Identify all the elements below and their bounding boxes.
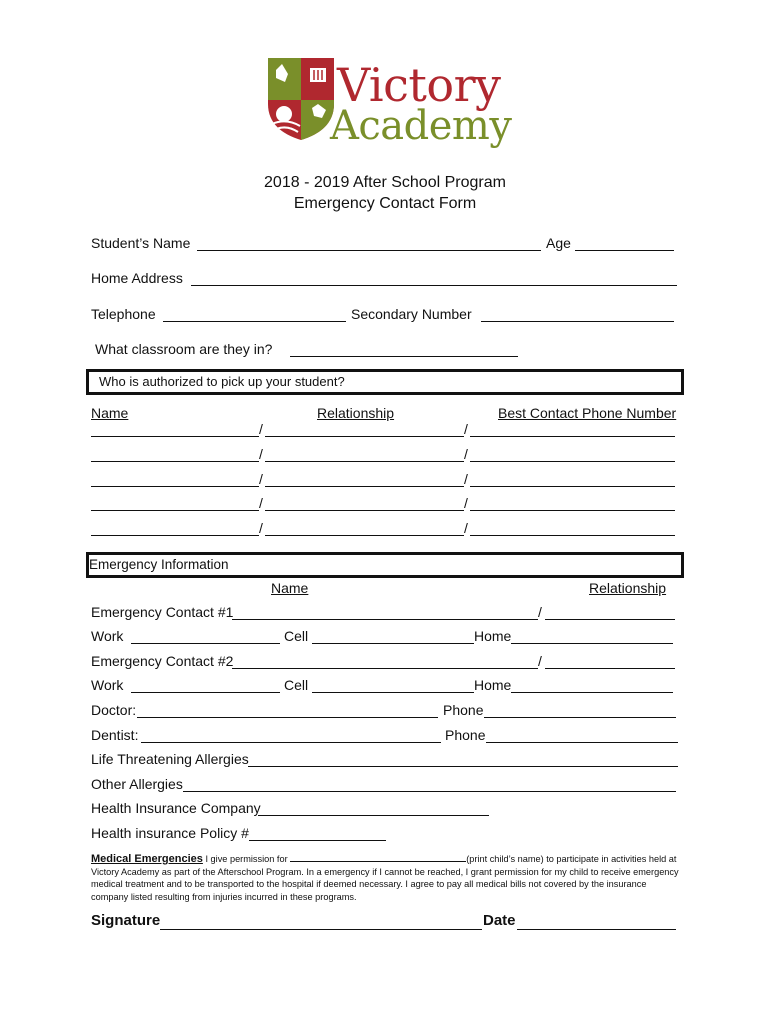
student-name-field[interactable] — [197, 250, 541, 251]
contact1-work-label: Work — [91, 628, 124, 644]
contact1-cell-label: Cell — [284, 628, 309, 644]
pickup-separator: / — [464, 471, 468, 487]
contact1-work-field[interactable] — [131, 643, 280, 644]
child-name-field[interactable] — [290, 852, 466, 862]
pickup-separator: / — [259, 446, 263, 462]
pickup-phone-field[interactable] — [470, 461, 675, 462]
life-allergies-field[interactable] — [248, 766, 678, 767]
emergency-section-header — [86, 552, 684, 578]
pickup-phone-field[interactable] — [470, 510, 675, 511]
doctor-phone-label: Phone — [443, 702, 484, 718]
contact2-work-label: Work — [91, 677, 124, 693]
contact1-cell-field[interactable] — [312, 643, 474, 644]
dentist-phone-field[interactable] — [486, 742, 678, 743]
pickup-col-phone: Best Contact Phone Number — [498, 405, 677, 421]
emergency-section-title: Emergency Information — [89, 557, 229, 572]
life-allergies-label: Life Threatening Allergies — [91, 751, 249, 767]
emergency-contact1-relationship-field[interactable] — [545, 619, 675, 620]
other-allergies-field[interactable] — [183, 791, 676, 792]
logo-word-victory: Victory — [337, 58, 501, 112]
contact1-home-label: Home — [474, 628, 512, 644]
pickup-relationship-field[interactable] — [265, 535, 464, 536]
form-subtitle: Emergency Contact Form — [293, 195, 477, 212]
emergency-contact2-relationship-field[interactable] — [545, 668, 675, 669]
pickup-col-relationship: Relationship — [317, 405, 395, 421]
dentist-field[interactable] — [141, 742, 441, 743]
emergency-contact1-separator: / — [538, 604, 542, 620]
insurance-policy-label: Health insurance Policy # — [91, 825, 249, 841]
pickup-relationship-field[interactable] — [265, 436, 464, 437]
pickup-separator: / — [259, 421, 263, 437]
telephone-field[interactable] — [163, 321, 346, 322]
medical-consent-paragraph — [91, 852, 681, 903]
student-name-label: Student’s Name — [91, 235, 191, 251]
doctor-field[interactable] — [137, 717, 438, 718]
contact2-home-label: Home — [474, 677, 512, 693]
home-address-field[interactable] — [191, 285, 677, 286]
pickup-phone-field[interactable] — [470, 436, 675, 437]
form-title: 2018 - 2019 After School Program — [264, 174, 506, 191]
pickup-section-title: Who is authorized to pick up your student? — [99, 374, 345, 389]
dentist-label: Dentist: — [91, 727, 139, 743]
pickup-phone-field[interactable] — [470, 535, 675, 536]
emergency-contact1-name-field[interactable] — [232, 619, 538, 620]
telephone-label: Telephone — [91, 306, 156, 322]
insurance-company-label: Health Insurance Company — [91, 800, 261, 816]
contact2-work-field[interactable] — [131, 692, 280, 693]
consent-text-body: (print child’s name) to participate in activities held at Victory Academy as part of the Afterschool Program. In a emergency if I cannot be reached, I grant permission for my child to receive emergency medical treatment and to be transported to the hospital if deemed necessary. I agree to pay all medical bills not covered by the insurance company listed resulting from injuries incurred in these programs. — [91, 854, 679, 902]
consent-heading: Medical Emergencies — [91, 853, 203, 865]
contact1-home-field[interactable] — [511, 643, 673, 644]
home-address-label: Home Address — [91, 270, 183, 286]
doctor-phone-field[interactable] — [484, 717, 676, 718]
pickup-separator: / — [464, 495, 468, 511]
pickup-col-name: Name — [91, 405, 129, 421]
pickup-separator: / — [464, 421, 468, 437]
insurance-policy-field[interactable] — [249, 840, 386, 841]
secondary-number-field[interactable] — [481, 321, 674, 322]
contact2-cell-label: Cell — [284, 677, 309, 693]
classroom-label: What classroom are they in? — [95, 341, 273, 357]
signature-label: Signature — [91, 912, 161, 929]
signature-field[interactable] — [160, 929, 482, 930]
pickup-name-field[interactable] — [91, 535, 259, 536]
pickup-separator: / — [259, 520, 263, 536]
secondary-number-label: Secondary Number — [351, 306, 472, 322]
pickup-name-field[interactable] — [91, 486, 259, 487]
emergency-col-relationship: Relationship — [589, 580, 667, 596]
emergency-contact2-label: Emergency Contact #2 — [91, 653, 234, 669]
pickup-section-header — [86, 369, 684, 395]
emergency-contact2-separator: / — [538, 653, 542, 669]
emergency-contact1-label: Emergency Contact #1 — [91, 604, 234, 620]
doctor-label: Doctor: — [91, 702, 137, 718]
classroom-field[interactable] — [290, 356, 518, 357]
insurance-company-field[interactable] — [258, 815, 489, 816]
pickup-name-field[interactable] — [91, 436, 259, 437]
pickup-separator: / — [259, 471, 263, 487]
emergency-col-name: Name — [271, 580, 309, 596]
pickup-separator: / — [464, 520, 468, 536]
pickup-name-field[interactable] — [91, 461, 259, 462]
pickup-separator: / — [259, 495, 263, 511]
contact2-cell-field[interactable] — [312, 692, 474, 693]
date-field[interactable] — [517, 929, 676, 930]
pickup-relationship-field[interactable] — [265, 510, 464, 511]
pickup-phone-field[interactable] — [470, 486, 675, 487]
age-label: Age — [546, 235, 571, 251]
contact2-home-field[interactable] — [511, 692, 673, 693]
age-field[interactable] — [575, 250, 674, 251]
consent-text-intro: I give permission for — [202, 854, 291, 864]
shield-emblem-icon — [266, 56, 336, 142]
other-allergies-label: Other Allergies — [91, 776, 183, 792]
pickup-name-field[interactable] — [91, 510, 259, 511]
pickup-separator: / — [464, 446, 468, 462]
emergency-contact2-name-field[interactable] — [232, 668, 538, 669]
logo-word-academy: Academy — [330, 103, 512, 149]
dentist-phone-label: Phone — [445, 727, 486, 743]
pickup-relationship-field[interactable] — [265, 461, 464, 462]
pickup-relationship-field[interactable] — [265, 486, 464, 487]
date-label: Date — [483, 912, 516, 929]
